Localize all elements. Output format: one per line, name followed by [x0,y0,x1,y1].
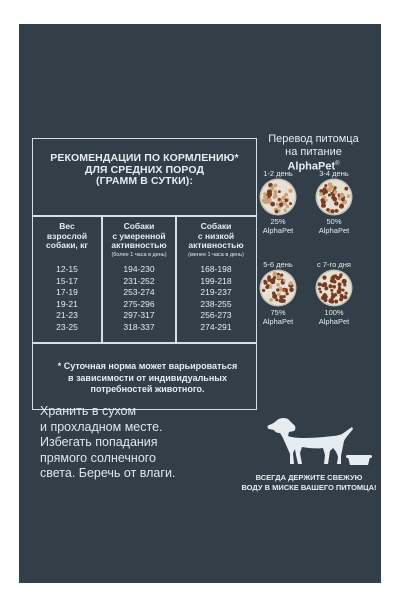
alphapet-kibble [328,194,331,197]
alphapet-kibble [330,289,333,292]
alphapet-kibble [324,184,327,187]
old-food-kibble [284,193,288,197]
table-divider [33,215,256,217]
stage-percent: 100% [324,308,344,317]
alphapet-kibble [334,201,338,205]
old-food-kibble [347,194,351,198]
header-weight [35,222,99,251]
table-cell: 19-21 [56,298,78,309]
alphapet-kibble [330,279,334,283]
header-sub: (менее 1 часа в день) [188,251,244,258]
table-cell: 297-317 [123,310,155,321]
alphapet-kibble [334,293,338,297]
old-food-kibble [276,283,280,287]
alphapet-kibble [265,285,269,289]
header-moderate [103,222,175,259]
alphapet-kibble [331,209,335,213]
storage-line: света. Беречь от влаги. [40,466,176,480]
alphapet-kibble [321,295,326,300]
old-food-kibble [289,281,293,285]
kibble-mix [261,271,295,305]
stage-label: с 7-го дня [317,260,351,269]
alphapet-kibble [323,188,327,192]
header-sub: (более 1 часа в день) [111,251,167,258]
header-line: собаки, кг [46,240,88,250]
old-food-kibble [283,279,286,282]
food-bowl-icon [317,180,351,214]
table-cell: 15-17 [56,275,78,286]
title-line: РЕКОМЕНДАЦИИ ПО КОРМЛЕНИЮ* [50,152,239,164]
alphapet-kibble [342,279,347,284]
registered-mark: ® [335,161,340,167]
kibble-mix [317,271,351,305]
table-cell: 318-337 [123,321,155,332]
food-bowl-icon [261,180,295,214]
table-cell: 219-237 [200,287,232,298]
table-cell: 194-230 [123,264,155,274]
header-line: активностью [111,240,167,250]
table-cell: 17-19 [56,287,78,298]
weight-column [35,264,99,334]
kibble-mix [261,180,295,214]
alphapet-kibble [334,300,338,304]
alphapet-kibble [276,288,279,291]
title-line: (ГРАММ В СУТКИ): [96,175,193,187]
old-food-kibble [283,208,286,211]
alphapet-kibble [275,210,279,214]
alphapet-kibble [337,290,342,295]
header-line: с низкой [197,230,235,241]
low-column [177,264,255,334]
alphapet-kibble [341,198,345,202]
table-cell: 168-198 [200,264,232,274]
alphapet-kibble [338,283,342,287]
stage-label: 1-2 день [263,169,293,178]
alphapet-kibble [342,289,345,292]
old-food-kibble [277,293,280,296]
old-food-kibble [273,195,277,199]
storage-line: Избегать попадания [40,435,158,449]
table-divider [33,342,256,344]
stage-label: 5-6 день [263,260,293,269]
table-cell: 23-25 [56,321,78,332]
old-food-kibble [267,198,272,203]
header-line: Собаки [200,221,232,231]
header-line: с умеренной [112,230,166,241]
kibble-mix [317,180,351,214]
alphapet-kibble [339,204,344,209]
alphapet-kibble [278,190,281,193]
old-food-kibble [274,184,278,188]
note-line: потребностей животного. [90,384,205,394]
alphapet-kibble [332,195,335,198]
header-line: активностью [188,240,244,250]
old-food-kibble [288,189,292,193]
stage-brand: AlphaPet [262,226,294,235]
note-line: * Суточная норма может варьироваться [57,361,238,371]
caption-line: ВОДУ В МИСКЕ ВАШЕГО ПИТОМЦА! [241,482,377,492]
alphapet-kibble [267,276,271,280]
alphapet-kibble [318,282,322,286]
alphapet-kibble [332,285,336,289]
alphapet-kibble [272,278,275,281]
old-food-kibble [270,186,274,190]
alphapet-kibble [278,198,281,201]
feeding-table-title [33,153,256,188]
transition-stage-4 [304,260,364,326]
alphapet-kibble [263,281,267,285]
moderate-column [103,264,175,334]
alphapet-kibble [321,284,324,287]
alphapet-kibble [339,297,343,301]
table-cell: 12-15 [56,264,78,274]
header-line: взрослой [46,230,88,241]
table-cell: 199-218 [200,275,232,286]
title-line: ДЛЯ СРЕДНИХ ПОРОД [84,163,205,176]
table-cell: 256-273 [200,310,232,321]
old-food-kibble [284,202,287,205]
feeding-table [32,138,257,410]
storage-line: Хранить в сухом [40,404,137,418]
alphapet-kibble [285,199,288,202]
title-line: Перевод питомца [268,133,359,145]
alphapet-kibble [335,209,339,213]
table-cell: 231-252 [123,275,155,286]
alphapet-kibble [283,295,286,298]
stage-percent: 75% [270,308,286,317]
title-prefix: на питание [285,145,342,158]
table-cell: 253-274 [123,287,155,298]
food-bowl-icon [261,271,295,305]
food-bowl-icon [317,271,351,305]
alphapet-kibble [322,276,326,280]
old-food-kibble [269,298,273,302]
stage-label: 3-4 день [319,169,349,178]
water-caption [237,473,381,492]
old-food-kibble [286,205,289,208]
old-food-kibble [333,190,337,194]
stage-percent: 50% [326,217,342,226]
alphapet-kibble [334,186,337,189]
alphapet-kibble [262,289,265,292]
alphapet-kibble [318,288,321,291]
transition-stage-1 [248,169,308,235]
old-food-kibble [339,193,344,198]
old-food-kibble [319,192,323,196]
alphapet-kibble [328,299,333,304]
header-line: Вес [59,221,75,231]
alphapet-kibble [270,202,275,207]
alphapet-kibble [286,292,289,295]
header-low [177,222,255,259]
brand-name: AlphaPet [287,160,336,173]
alphapet-kibble [326,208,329,211]
stage-brand: AlphaPet [318,317,350,326]
package-panel [19,24,381,583]
storage-instructions [40,404,175,482]
alphapet-kibble [344,187,348,191]
alphapet-kibble [289,288,294,293]
table-cell: 238-255 [200,298,232,309]
old-food-kibble [263,195,268,200]
alphapet-kibble [324,286,328,290]
alphapet-kibble [343,295,347,299]
transition-stage-2 [304,169,364,235]
storage-line: и прохладном месте. [40,419,163,434]
feeding-note [47,361,248,396]
alphapet-kibble [272,294,277,299]
alphapet-kibble [321,204,325,208]
caption-line: ВСЕГДА ДЕРЖИТЕ СВЕЖУЮ [255,473,363,482]
alphapet-kibble [279,299,283,303]
transition-title [251,133,376,173]
table-cell: 275-296 [123,298,155,309]
header-line: Собаки [123,221,155,231]
alphapet-kibble [285,289,288,292]
alphapet-kibble [336,276,340,280]
alphapet-kibble [319,291,322,294]
storage-line: прямого солнечного [40,450,157,465]
table-cell: 21-23 [56,310,78,321]
alphapet-kibble [289,202,292,205]
alphapet-kibble [338,286,341,289]
old-food-kibble [273,192,276,195]
note-line: в зависимости от индивидуальных [68,372,227,383]
old-food-kibble [277,275,281,279]
table-cell: 274-291 [200,321,232,332]
alphapet-kibble [328,284,332,288]
stage-brand: AlphaPet [318,226,350,235]
transition-stage-3 [248,260,308,326]
alphapet-kibble [345,292,348,295]
old-food-kibble [329,185,333,189]
old-food-kibble [272,272,277,277]
stage-brand: AlphaPet [262,317,294,326]
alphapet-kibble [279,203,283,207]
dog-with-bowl-icon [266,415,376,471]
stage-percent: 25% [270,217,286,226]
